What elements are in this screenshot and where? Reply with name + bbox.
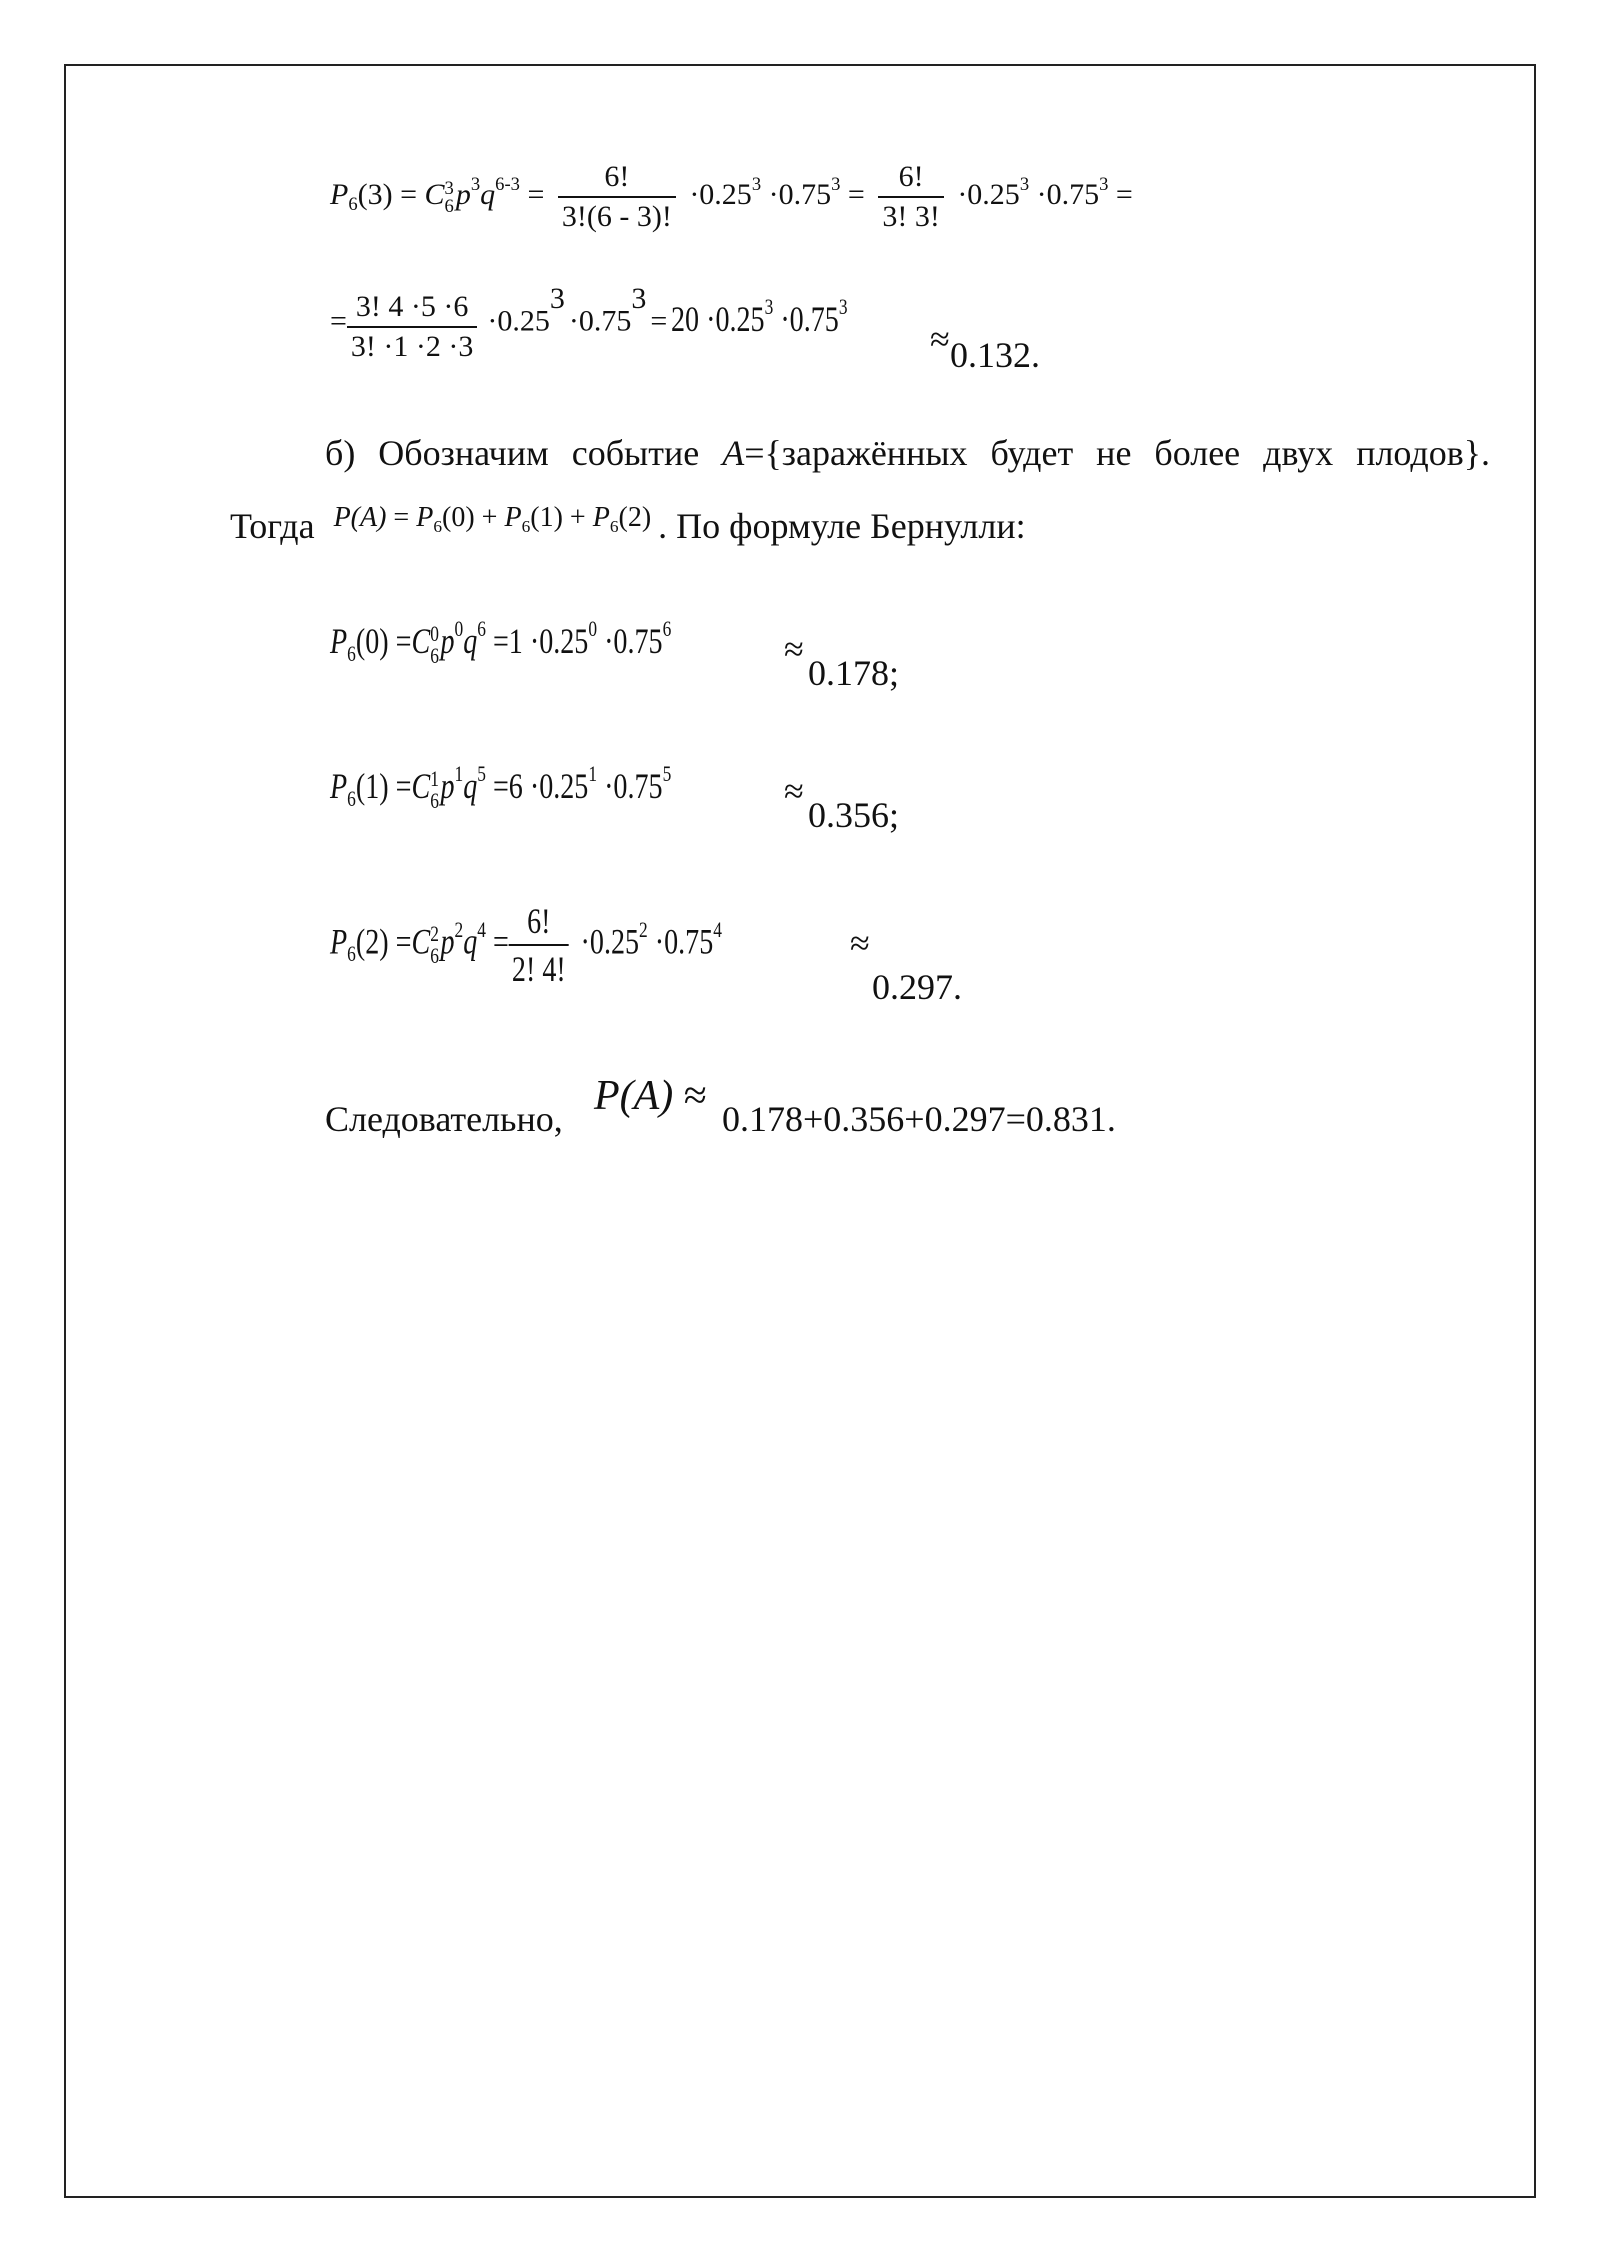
- big-term: [671, 293, 848, 340]
- equals-sign: =: [492, 921, 509, 962]
- symbol-q: q: [463, 766, 478, 806]
- subscript: 6: [433, 517, 443, 537]
- subscript: 6: [347, 640, 356, 666]
- argument: (0) =: [355, 621, 412, 661]
- paragraph-text: Тогда: [230, 506, 315, 546]
- denominator: 3!(6 - 3)!: [561, 200, 672, 233]
- symbol-p: P: [330, 921, 348, 962]
- subscript: 6: [347, 941, 356, 967]
- argument: (2): [618, 502, 652, 533]
- formula-pa: P(A): [594, 1073, 674, 1119]
- symbol-p: P: [592, 502, 610, 533]
- argument: (0) +: [442, 502, 498, 533]
- superscript: 3: [444, 177, 454, 199]
- factor: ·0.25: [689, 177, 752, 211]
- formula-p6-0: [330, 616, 768, 669]
- superscript: 4: [713, 916, 722, 942]
- superscript: 3: [764, 293, 774, 319]
- paragraph-b-line1: [325, 432, 1490, 474]
- sup-sub-stack: [430, 620, 439, 669]
- superscript: 5: [662, 761, 672, 787]
- formula-p6-1: [330, 761, 768, 814]
- paragraph-text: б) Обозначим событие: [325, 433, 723, 473]
- factor: ·0.75: [1036, 177, 1100, 211]
- conclusion-result: 0.178+0.356+0.297=0.831.: [722, 1099, 1116, 1139]
- subscript: 6: [430, 788, 439, 814]
- fraction: [878, 160, 943, 234]
- factor: ·0.25: [957, 177, 1020, 211]
- superscript: 3: [549, 282, 565, 316]
- symbol-p: P: [330, 177, 349, 211]
- result-value: 0.356;: [808, 795, 900, 835]
- formula-pa-sum: [333, 502, 659, 537]
- argument: (2) =: [355, 921, 412, 962]
- conclusion-text: Следовательно,: [325, 1099, 563, 1139]
- factor: ·0.25: [487, 304, 550, 338]
- superscript: 3: [839, 293, 848, 319]
- superscript: 1: [588, 761, 598, 787]
- superscript: 0: [454, 616, 464, 642]
- superscript: 3: [1019, 173, 1030, 195]
- subscript: 6: [609, 517, 619, 537]
- factor: =6 ·0.25: [492, 766, 589, 806]
- argument: (1) +: [530, 502, 586, 533]
- sup-sub-stack: [444, 177, 454, 218]
- numerator: 6!: [509, 900, 569, 946]
- subscript: 6: [348, 194, 358, 216]
- paragraph-text: ={заражённых будет не более двух плодов}.: [744, 433, 1490, 473]
- denominator: 3! ·1 ·2 ·3: [350, 330, 474, 363]
- fraction: [509, 900, 569, 990]
- factor: ·0.75: [654, 921, 714, 962]
- symbol-q: q: [480, 177, 496, 211]
- formula-p6-3: [330, 160, 1133, 234]
- superscript: 6: [477, 616, 486, 642]
- symbol-c: C: [411, 921, 431, 962]
- symbol-c: C: [411, 766, 431, 806]
- superscript: 0: [430, 620, 439, 646]
- superscript: 2: [454, 916, 464, 942]
- numerator: 6!: [878, 160, 943, 198]
- sup-sub-stack: [430, 765, 439, 814]
- equals-sign: =: [1115, 177, 1133, 211]
- approx-sign: ≈: [930, 319, 950, 359]
- symbol-p-lower: p: [455, 177, 471, 211]
- superscript: 3: [1099, 173, 1109, 195]
- superscript: 3: [831, 173, 841, 195]
- subscript: 6: [347, 785, 356, 811]
- conclusion-pa: [594, 1072, 707, 1120]
- formula-body: [330, 616, 672, 669]
- formula-pa: P(A): [333, 502, 387, 533]
- factor: ·0.75: [568, 304, 632, 338]
- argument: (1) =: [355, 766, 412, 806]
- equals-sign: =: [330, 304, 347, 338]
- paragraph-b-line2: [230, 502, 1026, 547]
- symbol-p: P: [330, 766, 348, 806]
- subscript: 6: [430, 943, 439, 969]
- superscript: 1: [430, 765, 439, 791]
- symbol-p: P: [504, 502, 522, 533]
- symbol-p: P: [416, 502, 434, 533]
- factor: ·0.75: [780, 298, 840, 339]
- superscript: 3: [751, 173, 762, 195]
- symbol-q: q: [463, 621, 478, 661]
- superscript: 2: [639, 916, 648, 942]
- subscript: 6: [430, 643, 439, 669]
- superscript: 6-3: [495, 173, 520, 195]
- approx-sign: ≈: [850, 923, 870, 963]
- subscript: 6: [521, 517, 531, 537]
- sup-sub-stack: [430, 920, 439, 969]
- symbol-p-lower: p: [440, 621, 455, 661]
- numerator: 6!: [558, 160, 676, 198]
- superscript: 6: [662, 616, 672, 642]
- result-value: 0.178;: [808, 653, 900, 693]
- factor: ·0.25: [580, 921, 640, 962]
- factor: ·0.75: [604, 621, 663, 661]
- superscript: 5: [477, 761, 486, 787]
- superscript: 2: [430, 920, 439, 946]
- factor: 20 ·0.25: [671, 298, 765, 339]
- equals-sign: =: [393, 502, 410, 533]
- superscript: 3: [470, 173, 481, 195]
- equals-sign: =: [847, 177, 865, 211]
- symbol-p-lower: p: [440, 921, 455, 962]
- factor: =1 ·0.25: [492, 621, 589, 661]
- equals-sign: =: [527, 177, 545, 211]
- subscript: 6: [444, 196, 454, 218]
- approx-sign: ≈: [784, 629, 804, 669]
- formula-body: [330, 761, 672, 814]
- denominator: 3! 3!: [882, 200, 940, 233]
- factor: ·0.75: [604, 766, 663, 806]
- approx-sign: ≈: [784, 771, 804, 811]
- approx-sign: ≈: [683, 1073, 707, 1119]
- denominator: 2! 4!: [511, 949, 566, 989]
- equals-sign: =: [650, 304, 668, 338]
- event-symbol: A: [722, 433, 745, 473]
- fraction: [558, 160, 676, 234]
- conclusion-line: [325, 1098, 563, 1140]
- superscript: 0: [588, 616, 598, 642]
- symbol-c: C: [411, 621, 431, 661]
- superscript: 4: [477, 916, 486, 942]
- superscript: 1: [454, 761, 464, 787]
- factor: ·0.75: [768, 177, 832, 211]
- paragraph-text: . По формуле Бернулли:: [658, 506, 1026, 546]
- argument: (3) =: [357, 177, 418, 211]
- numerator: 3! 4 ·5 ·6: [347, 290, 477, 328]
- result-value: 0.297.: [872, 967, 962, 1007]
- fraction: [347, 290, 477, 364]
- result-value: 0.132.: [950, 335, 1040, 375]
- formula-p6-2: [330, 900, 833, 990]
- symbol-c: C: [424, 177, 445, 211]
- symbol-p: P: [330, 621, 348, 661]
- symbol-p-lower: p: [440, 766, 455, 806]
- superscript: 3: [631, 282, 647, 316]
- formula-p6-3-continuation: [330, 282, 898, 364]
- formula-body: [330, 900, 722, 990]
- symbol-q: q: [463, 921, 478, 962]
